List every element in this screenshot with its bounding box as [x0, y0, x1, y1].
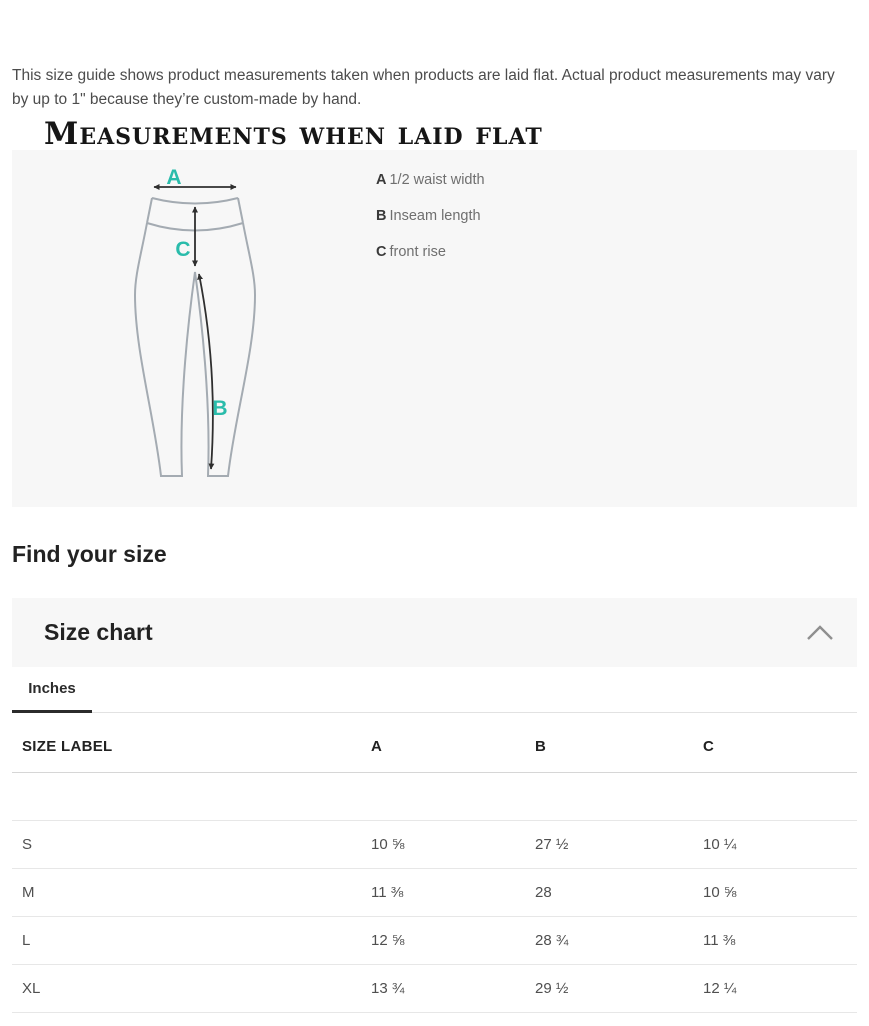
- table-row-xl: [12, 964, 857, 1012]
- legend-item-c: [376, 243, 485, 262]
- cell-m-c: 10 ⅝: [693, 868, 857, 916]
- column-header-b: B: [525, 722, 693, 772]
- table-row-m: [12, 868, 857, 916]
- chevron-up-icon: [805, 624, 835, 642]
- cell-s-a: 10 ⅝: [361, 820, 525, 868]
- cell-spacer-label: [12, 772, 361, 820]
- cell-l-a: 12 ⅝: [361, 916, 525, 964]
- legend-key-c: C: [376, 244, 387, 260]
- intro-text: This size guide shows product measurements taken when products are laid flat. Actual product measurements may vary by up to 1" because they’re custom-made by hand.: [12, 67, 835, 108]
- cell-m-a: 11 ⅜: [361, 868, 525, 916]
- diagram-label-a: A: [166, 166, 182, 189]
- diagram-label-c: C: [175, 238, 191, 261]
- measurements-panel: [12, 150, 857, 507]
- cell-s-c: 10 ¼: [693, 820, 857, 868]
- measurements-heading: Measurements when laid flat: [44, 116, 543, 152]
- cell-spacer-a: [361, 772, 525, 820]
- legend-key-a: A: [376, 172, 387, 188]
- size-chart-title: Size chart: [44, 619, 153, 645]
- find-your-size-heading: Find your size: [12, 541, 167, 567]
- size-chart-table: [12, 722, 857, 1013]
- measurement-legend: [376, 171, 485, 279]
- column-header-c: C: [693, 722, 857, 772]
- table-row-l: [12, 916, 857, 964]
- leggings-diagram: [78, 160, 328, 495]
- legend-item-b: [376, 207, 485, 226]
- cell-xl-label: XL: [12, 964, 361, 1012]
- diagram-label-b: B: [212, 397, 228, 420]
- legend-label-b: Inseam length: [389, 208, 481, 224]
- table-row-spacer: [12, 772, 857, 820]
- cell-l-c: 11 ⅜: [693, 916, 857, 964]
- cell-s-label: S: [12, 820, 361, 868]
- cell-m-label: M: [12, 868, 361, 916]
- tab-inches[interactable]: Inches: [12, 667, 92, 713]
- unit-tabs: [12, 667, 857, 713]
- cell-s-b: 27 ½: [525, 820, 693, 868]
- cell-spacer-b: [525, 772, 693, 820]
- table-row-s: [12, 820, 857, 868]
- cell-l-label: L: [12, 916, 361, 964]
- cell-xl-b: 29 ½: [525, 964, 693, 1012]
- column-header-a: A: [361, 722, 525, 772]
- column-header-size-label: SIZE LABEL: [12, 722, 361, 772]
- cell-xl-a: 13 ¾: [361, 964, 525, 1012]
- cell-spacer-c: [693, 772, 857, 820]
- table-header-row: [12, 722, 857, 772]
- legend-key-b: B: [376, 208, 387, 224]
- legend-label-a: 1/2 waist width: [389, 172, 485, 188]
- legend-label-c: front rise: [389, 244, 446, 260]
- legend-item-a: [376, 171, 485, 190]
- size-chart-accordion-header[interactable]: [12, 598, 857, 667]
- cell-m-b: 28: [525, 868, 693, 916]
- cell-l-b: 28 ¾: [525, 916, 693, 964]
- cell-xl-c: 12 ¼: [693, 964, 857, 1012]
